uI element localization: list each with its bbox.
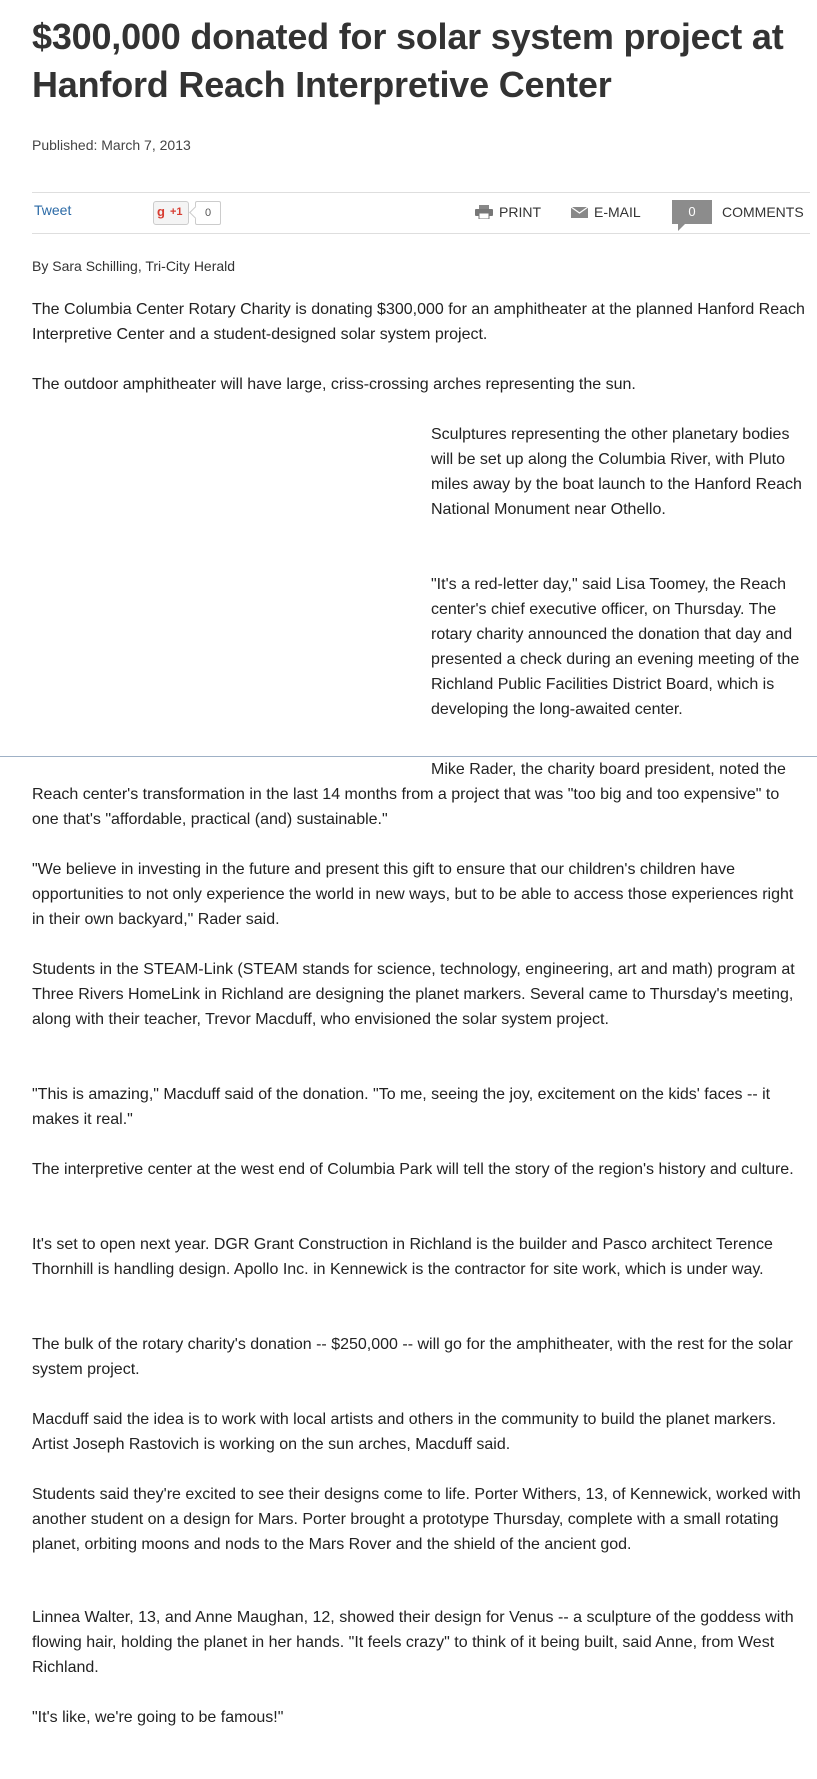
print-label: PRINT	[499, 204, 541, 220]
paragraph: It's set to open next year. DGR Grant Construction in Richland is the builder and Pasco architect Terence Thornhill is handling design. Apollo Inc. in Kennewick is the contractor for site work, which is under way.	[32, 1236, 773, 1278]
paragraph: The Columbia Center Rotary Charity is donating $300,000 for an amphitheater at the planned Hanford Reach Interpretive Center and a student-designed solar system project.	[32, 301, 805, 343]
paragraph: "We believe in investing in the future and present this gift to ensure that our children's children have opportunities to not only experience the world in new ways, but to be able to access those experiences right in their own backyard," Rader said.	[32, 861, 794, 928]
paragraph: Macduff said the idea is to work with local artists and others in the community to build the planet markers. Artist Joseph Rastovich is working on the sun arches, Macduff said.	[32, 1411, 777, 1453]
byline: By Sara Schilling, Tri-City Herald	[32, 258, 236, 274]
published-date: Published: March 7, 2013	[32, 137, 191, 153]
google-plus-button[interactable]	[153, 201, 189, 225]
paragraph: Students in the STEAM-Link (STEAM stands for science, technology, engineering, art and math) program at Three Rivers HomeLink in Richland are designing the planet markers. Several came to Thursday's meeting, along with their teacher, Trevor Macduff, who envisioned the solar system project.	[32, 961, 795, 1028]
google-plus-icon: g	[157, 204, 165, 219]
paragraph: Mike Rader, the charity board president, noted the Reach center's transformation in the last 14 months from a project that was "too big and too expensive" to one that's "affordable, practical (and) sustainable."	[32, 761, 786, 828]
paragraph: "This is amazing," Macduff said of the donation. "To me, seeing the joy, excitement on the kids' faces -- it makes it real."	[32, 1086, 771, 1128]
paragraph: The outdoor amphitheater will have large, criss-crossing arches representing the sun.	[32, 376, 636, 393]
paragraph: Linnea Walter, 13, and Anne Maughan, 12, showed their design for Venus -- a sculpture of the goddess with flowing hair, holding the planet in her hands. "It feels crazy" to think of it being built, said Anne, from West Richland.	[32, 1609, 794, 1676]
paragraph: "It's like, we're going to be famous!"	[32, 1709, 284, 1726]
paragraph: Students said they're excited to see their designs come to life. Porter Withers, 13, of Kennewick, worked with another student on a design for Mars. Porter brought a prototype Thursday, complete with a small rotating planet, orbiting moons and nods to the Mars Rover and the shield of the ancient god.	[32, 1486, 801, 1553]
envelope-icon	[571, 207, 588, 218]
email-button[interactable]	[571, 204, 641, 220]
paragraph: "It's a red-letter day," said Lisa Toomey, the Reach center's chief executive officer, on Thursday. The rotary charity announced the donation that day and presented a check during an evening meeting of the Richland Public Facilities District Board, which is developing the long-awaited center.	[431, 576, 800, 718]
paragraph: The bulk of the rotary charity's donation -- $250,000 -- will go for the amphitheater, with the rest for the solar system project.	[32, 1336, 793, 1378]
paragraph: The interpretive center at the west end of Columbia Park will tell the story of the region's history and culture.	[32, 1161, 794, 1178]
tweet-button[interactable]: Tweet	[34, 202, 72, 218]
email-label: E-MAIL	[594, 204, 641, 220]
printer-icon	[475, 205, 493, 219]
headline: $300,000 donated for solar system project at Hanford Reach Interpretive Center	[32, 16, 784, 105]
comment-count-badge[interactable]: 0	[672, 200, 712, 224]
print-button[interactable]	[475, 204, 541, 220]
comments-link[interactable]: COMMENTS	[722, 204, 804, 220]
share-toolbar	[32, 192, 810, 234]
google-plus-count: 0	[195, 201, 221, 225]
paragraph: Sculptures representing the other planetary bodies will be set up along the Columbia River, with Pluto miles away by the boat launch to the Hanford Reach National Monument near Othello.	[431, 426, 802, 518]
divider-line	[0, 756, 817, 757]
google-plus-label: +1	[170, 206, 183, 218]
